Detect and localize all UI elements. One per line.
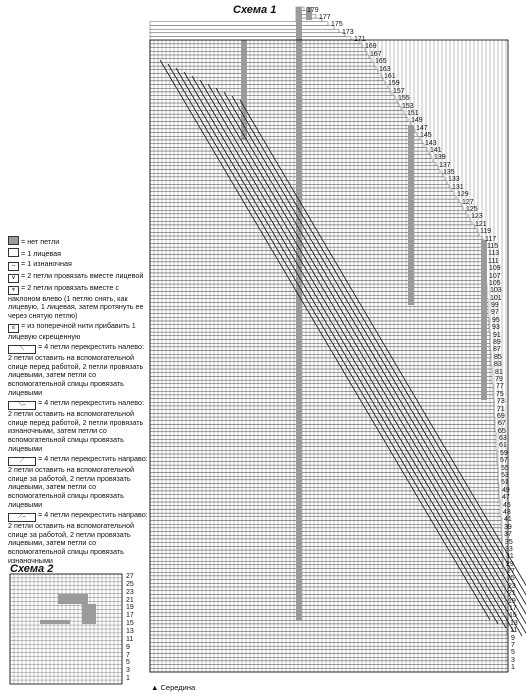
stitch-row xyxy=(150,635,508,639)
stitch-row xyxy=(150,583,505,587)
row-number: 85 xyxy=(494,353,502,361)
legend-text: = 2 петли провязать вместе с наклоном влево (1 петлю снять, как лицевую, 1 лицевая, затем протянуть ее через снятую петлю) xyxy=(8,282,144,321)
stitch-row xyxy=(150,262,485,266)
stitch-row xyxy=(150,642,508,646)
stitch-row xyxy=(150,40,360,44)
row-number: 165 xyxy=(375,58,387,66)
row-number: 63 xyxy=(499,435,507,443)
row-number: 69 xyxy=(497,412,505,420)
dash-icon: – xyxy=(8,262,19,271)
stitch-row xyxy=(150,668,508,672)
legend-text: = 4 петли перекрестить направо: 2 петли оставить на вспомогательной спице за работой, 2 петли провязать лицевыми, затем петли со вспомогательной спицы провязать изнаночными xyxy=(8,509,148,565)
no-stitch-block xyxy=(82,604,96,624)
row-number: 27 xyxy=(507,568,515,576)
scheme1-title: Схема 1 xyxy=(233,4,277,16)
row-number: 179 xyxy=(307,6,319,14)
stitch-row xyxy=(150,118,408,122)
stitch-row xyxy=(150,77,383,81)
stitch-row xyxy=(150,631,507,635)
scheme2-title: Схема 2 xyxy=(10,563,54,575)
stitch-row xyxy=(150,225,475,229)
stitch-row xyxy=(150,221,472,225)
row-number: 117 xyxy=(485,235,497,243)
ssk-icon: ⩔ xyxy=(8,286,19,295)
row-number: 71 xyxy=(497,405,505,413)
stitch-row xyxy=(150,332,490,336)
stitch-row xyxy=(150,428,495,432)
stitch-row xyxy=(150,229,477,233)
stitch-row xyxy=(150,99,397,103)
stitch-row xyxy=(150,155,431,159)
stitch-row xyxy=(150,388,493,392)
cable-right-purl-icon: ⟋– xyxy=(8,513,36,522)
row-number: 99 xyxy=(491,302,499,310)
stitch-row xyxy=(150,343,490,347)
stitch-row xyxy=(150,358,491,362)
row-number: 55 xyxy=(501,464,509,472)
row-number: 1 xyxy=(511,664,515,672)
row-number: 13 xyxy=(510,619,518,627)
stitch-row xyxy=(150,502,500,506)
stitch-row xyxy=(150,602,506,606)
row-number: 127 xyxy=(462,198,474,206)
row-number: 33 xyxy=(505,545,513,553)
stitch-row xyxy=(150,44,362,48)
row-number: 105 xyxy=(489,279,501,287)
legend-item xyxy=(8,236,150,247)
stitch-row xyxy=(150,306,488,310)
row-number: 13 xyxy=(126,628,134,635)
row-number: 101 xyxy=(490,294,502,302)
row-number: 31 xyxy=(506,553,514,561)
stitch-row xyxy=(150,380,492,384)
row-number: 3 xyxy=(511,656,515,664)
row-number: 7 xyxy=(126,651,130,659)
row-number: 7 xyxy=(511,641,515,649)
stitch-row xyxy=(150,524,501,528)
row-number: 133 xyxy=(448,176,460,184)
legend-item xyxy=(8,511,150,566)
row-number: 57 xyxy=(500,457,508,465)
stitch-row xyxy=(150,354,491,358)
stitch-row xyxy=(150,384,493,388)
increase-icon: ≤ xyxy=(8,324,19,333)
row-number: 25 xyxy=(507,575,515,583)
row-number: 59 xyxy=(500,449,508,457)
stitch-row xyxy=(150,491,499,495)
stitch-row xyxy=(150,144,424,148)
row-number: 139 xyxy=(434,154,446,162)
stitch-row xyxy=(150,55,369,59)
legend-item xyxy=(8,399,150,454)
stitch-row xyxy=(150,347,490,351)
grey-square-icon xyxy=(8,236,19,245)
stitch-row xyxy=(150,59,372,63)
row-number: 19 xyxy=(508,597,516,605)
legend-item xyxy=(8,248,150,259)
row-number: 111 xyxy=(488,257,499,265)
row-number: 27 xyxy=(126,573,134,580)
stitch-row xyxy=(150,576,504,580)
row-number: 49 xyxy=(502,486,510,494)
legend-item xyxy=(8,260,150,271)
row-number: 137 xyxy=(439,161,451,169)
row-number: 131 xyxy=(452,183,464,191)
stitch-row xyxy=(150,125,413,129)
row-number: 93 xyxy=(492,324,500,332)
white-square-icon xyxy=(8,248,19,257)
row-number: 155 xyxy=(398,95,410,103)
cable-left-knit-icon: ⟍ xyxy=(8,345,36,354)
stitch-row xyxy=(150,147,427,151)
row-number: 157 xyxy=(393,87,405,95)
row-number: 61 xyxy=(499,442,507,450)
stitch-row xyxy=(150,513,500,517)
legend-item xyxy=(8,272,150,283)
stitch-row xyxy=(150,203,461,207)
row-number: 15 xyxy=(126,620,134,628)
row-number: 37 xyxy=(504,531,512,539)
row-number: 41 xyxy=(504,516,512,524)
row-number: 21 xyxy=(126,596,134,604)
row-number: 65 xyxy=(498,427,506,435)
stitch-row xyxy=(150,33,345,37)
row-number: 115 xyxy=(487,242,499,250)
row-number: 51 xyxy=(501,479,509,487)
stitch-row xyxy=(150,295,487,299)
row-number: 3 xyxy=(126,667,130,675)
row-number: 113 xyxy=(488,250,500,258)
stitch-row xyxy=(150,151,429,155)
row-number: 77 xyxy=(496,383,504,391)
row-number: 121 xyxy=(475,220,487,228)
row-number: 11 xyxy=(510,627,518,635)
row-number: 169 xyxy=(365,43,377,51)
no-stitch-column xyxy=(408,125,414,305)
row-number: 151 xyxy=(407,109,419,117)
stitch-row xyxy=(150,48,365,52)
row-number: 161 xyxy=(384,73,396,80)
row-number: 125 xyxy=(466,206,478,213)
stitch-row xyxy=(150,580,504,584)
stitch-row xyxy=(150,591,505,595)
stitch-row xyxy=(150,609,506,613)
no-stitch-column xyxy=(241,40,247,140)
stitch-row xyxy=(150,51,367,55)
stitch-row xyxy=(150,25,334,29)
row-number: 103 xyxy=(490,287,502,295)
stitch-row xyxy=(150,376,492,380)
stitch-row xyxy=(150,484,499,488)
legend-text: = 4 петли перекрестить налево: 2 петли оставить на вспомогательной спице перед работой, 2 петли провязать лицевыми, затем петли со вспомогательной спицы провязать лицевыми xyxy=(8,341,145,397)
stitch-row xyxy=(150,391,493,395)
row-number: 5 xyxy=(126,659,130,667)
stitch-row xyxy=(150,129,415,133)
row-number: 87 xyxy=(493,346,501,354)
row-number: 163 xyxy=(379,65,391,73)
stitch-row xyxy=(150,572,504,576)
row-number: 67 xyxy=(498,420,506,428)
stitch-row xyxy=(150,624,507,628)
row-number: 107 xyxy=(489,272,501,280)
stitch-row xyxy=(150,170,440,174)
stitch-row xyxy=(150,373,492,377)
no-stitch-column xyxy=(296,7,302,620)
legend xyxy=(8,236,150,567)
row-number: 147 xyxy=(416,124,428,132)
legend-item xyxy=(8,284,150,321)
legend-text: = 4 петли перекрестить налево: 2 петли оставить на вспомогательной спице перед работой, 2 петли провязать изнаночными, затем петли со вспомогательной спицы провязать лицевыми xyxy=(8,397,145,453)
row-number: 153 xyxy=(402,102,414,110)
row-number: 75 xyxy=(496,390,504,398)
center-marker: ▲ Середина xyxy=(151,683,196,692)
stitch-row xyxy=(150,284,487,288)
row-number: 23 xyxy=(126,588,134,596)
stitch-row xyxy=(150,291,487,295)
no-stitch-column xyxy=(481,240,487,400)
stitch-row xyxy=(150,620,507,624)
row-number: 145 xyxy=(420,132,432,140)
stitch-row xyxy=(150,617,507,621)
row-number: 91 xyxy=(493,331,501,339)
stitch-row xyxy=(150,340,490,344)
stitch-row xyxy=(150,207,463,211)
stitch-row xyxy=(150,210,466,214)
row-number: 29 xyxy=(506,560,514,568)
row-number: 143 xyxy=(425,139,437,147)
row-number: 173 xyxy=(342,28,354,36)
scheme1-grid xyxy=(150,7,526,672)
row-number: 135 xyxy=(443,169,455,177)
scheme2-grid xyxy=(10,574,122,684)
stitch-row xyxy=(150,336,490,340)
stitch-row xyxy=(150,665,508,669)
row-number: 53 xyxy=(501,472,509,479)
row-number: 141 xyxy=(430,146,442,154)
stitch-row xyxy=(150,469,498,473)
legend-text: = 1 изнаночная xyxy=(21,258,72,268)
stitch-row xyxy=(150,594,505,598)
row-number: 129 xyxy=(457,191,469,199)
stitch-row xyxy=(150,158,433,162)
stitch-row xyxy=(150,606,506,610)
row-number: 89 xyxy=(493,339,501,346)
stitch-row xyxy=(150,29,339,33)
stitch-row xyxy=(150,639,508,643)
row-number: 9 xyxy=(126,643,130,651)
no-stitch-block xyxy=(58,594,88,604)
row-number: 23 xyxy=(508,582,516,590)
stitch-row xyxy=(150,661,508,665)
legend-item xyxy=(8,455,150,510)
row-number: 95 xyxy=(492,316,500,324)
legend-text: = нет петли xyxy=(21,237,60,246)
row-number: 123 xyxy=(471,213,483,221)
stitch-row xyxy=(150,480,498,484)
cable-left-purl-icon: ⟍– xyxy=(8,401,36,410)
row-number: 73 xyxy=(497,398,505,406)
row-number: 83 xyxy=(494,361,502,369)
row-number: 177 xyxy=(319,13,331,21)
stitch-row xyxy=(150,646,508,650)
row-number: 175 xyxy=(331,21,343,29)
row-number: 21 xyxy=(508,590,516,598)
stitch-row xyxy=(150,628,507,632)
stitch-row xyxy=(150,417,495,421)
stitch-row xyxy=(150,351,491,355)
stitch-row xyxy=(150,569,504,573)
stitch-row xyxy=(150,650,508,654)
stitch-row xyxy=(150,421,495,425)
row-number: 45 xyxy=(503,501,511,509)
row-number: 15 xyxy=(509,612,517,620)
legend-text: = из поперечной нити прибавить 1 лицевую скрещенную xyxy=(8,320,136,341)
stitch-row xyxy=(150,587,505,591)
stitch-row xyxy=(150,613,506,617)
stitch-row xyxy=(150,303,488,307)
row-number: 81 xyxy=(495,368,503,376)
stitch-row xyxy=(150,424,495,428)
row-number: 1 xyxy=(126,675,130,683)
row-number: 109 xyxy=(489,265,501,273)
legend-item xyxy=(8,343,150,398)
row-number: 47 xyxy=(502,494,510,502)
stitch-row xyxy=(150,657,508,661)
stitch-row xyxy=(150,598,505,602)
row-number: 11 xyxy=(126,635,134,643)
stitch-row xyxy=(150,314,488,318)
row-number: 39 xyxy=(504,523,512,531)
no-stitch-block xyxy=(40,620,70,624)
stitch-row xyxy=(150,122,411,126)
row-number: 19 xyxy=(126,604,134,612)
row-number: 5 xyxy=(511,649,515,657)
row-number: 17 xyxy=(509,605,517,612)
legend-text: = 1 лицевая xyxy=(21,248,62,258)
row-number: 35 xyxy=(505,538,513,546)
legend-text: = 2 петли провязать вместе лицевой xyxy=(21,270,144,280)
k2tog-icon: ∨ xyxy=(8,274,19,283)
stitch-row xyxy=(150,74,381,78)
legend-text: = 4 петли перекрестить направо: 2 петли оставить на вспомогательной спице за работой, 2 петли провязать лицевыми, затем петли со вспомогательной спицы провязать лицевыми xyxy=(8,453,148,509)
row-number: 149 xyxy=(411,117,423,125)
stitch-row xyxy=(150,473,498,477)
stitch-row xyxy=(150,365,492,369)
stitch-row xyxy=(150,136,420,140)
stitch-row xyxy=(150,532,501,536)
row-number: 119 xyxy=(480,228,492,236)
center-label: Середина xyxy=(160,683,196,692)
row-number: 25 xyxy=(126,580,134,588)
row-number: 9 xyxy=(511,634,515,642)
stitch-row xyxy=(150,369,492,373)
row-number: 171 xyxy=(354,36,366,44)
row-number: 159 xyxy=(388,80,400,88)
stitch-row xyxy=(150,395,493,399)
cable-right-knit-icon: ⟋ xyxy=(8,457,36,466)
row-number: 97 xyxy=(491,309,499,317)
stitch-row xyxy=(150,162,436,166)
stitch-row xyxy=(150,255,485,259)
row-number: 79 xyxy=(495,375,503,383)
stitch-row xyxy=(150,654,508,658)
row-number: 167 xyxy=(370,50,382,58)
legend-item xyxy=(8,322,150,342)
row-number: 43 xyxy=(503,508,511,516)
stitch-row xyxy=(150,362,491,366)
row-number: 17 xyxy=(126,612,134,620)
